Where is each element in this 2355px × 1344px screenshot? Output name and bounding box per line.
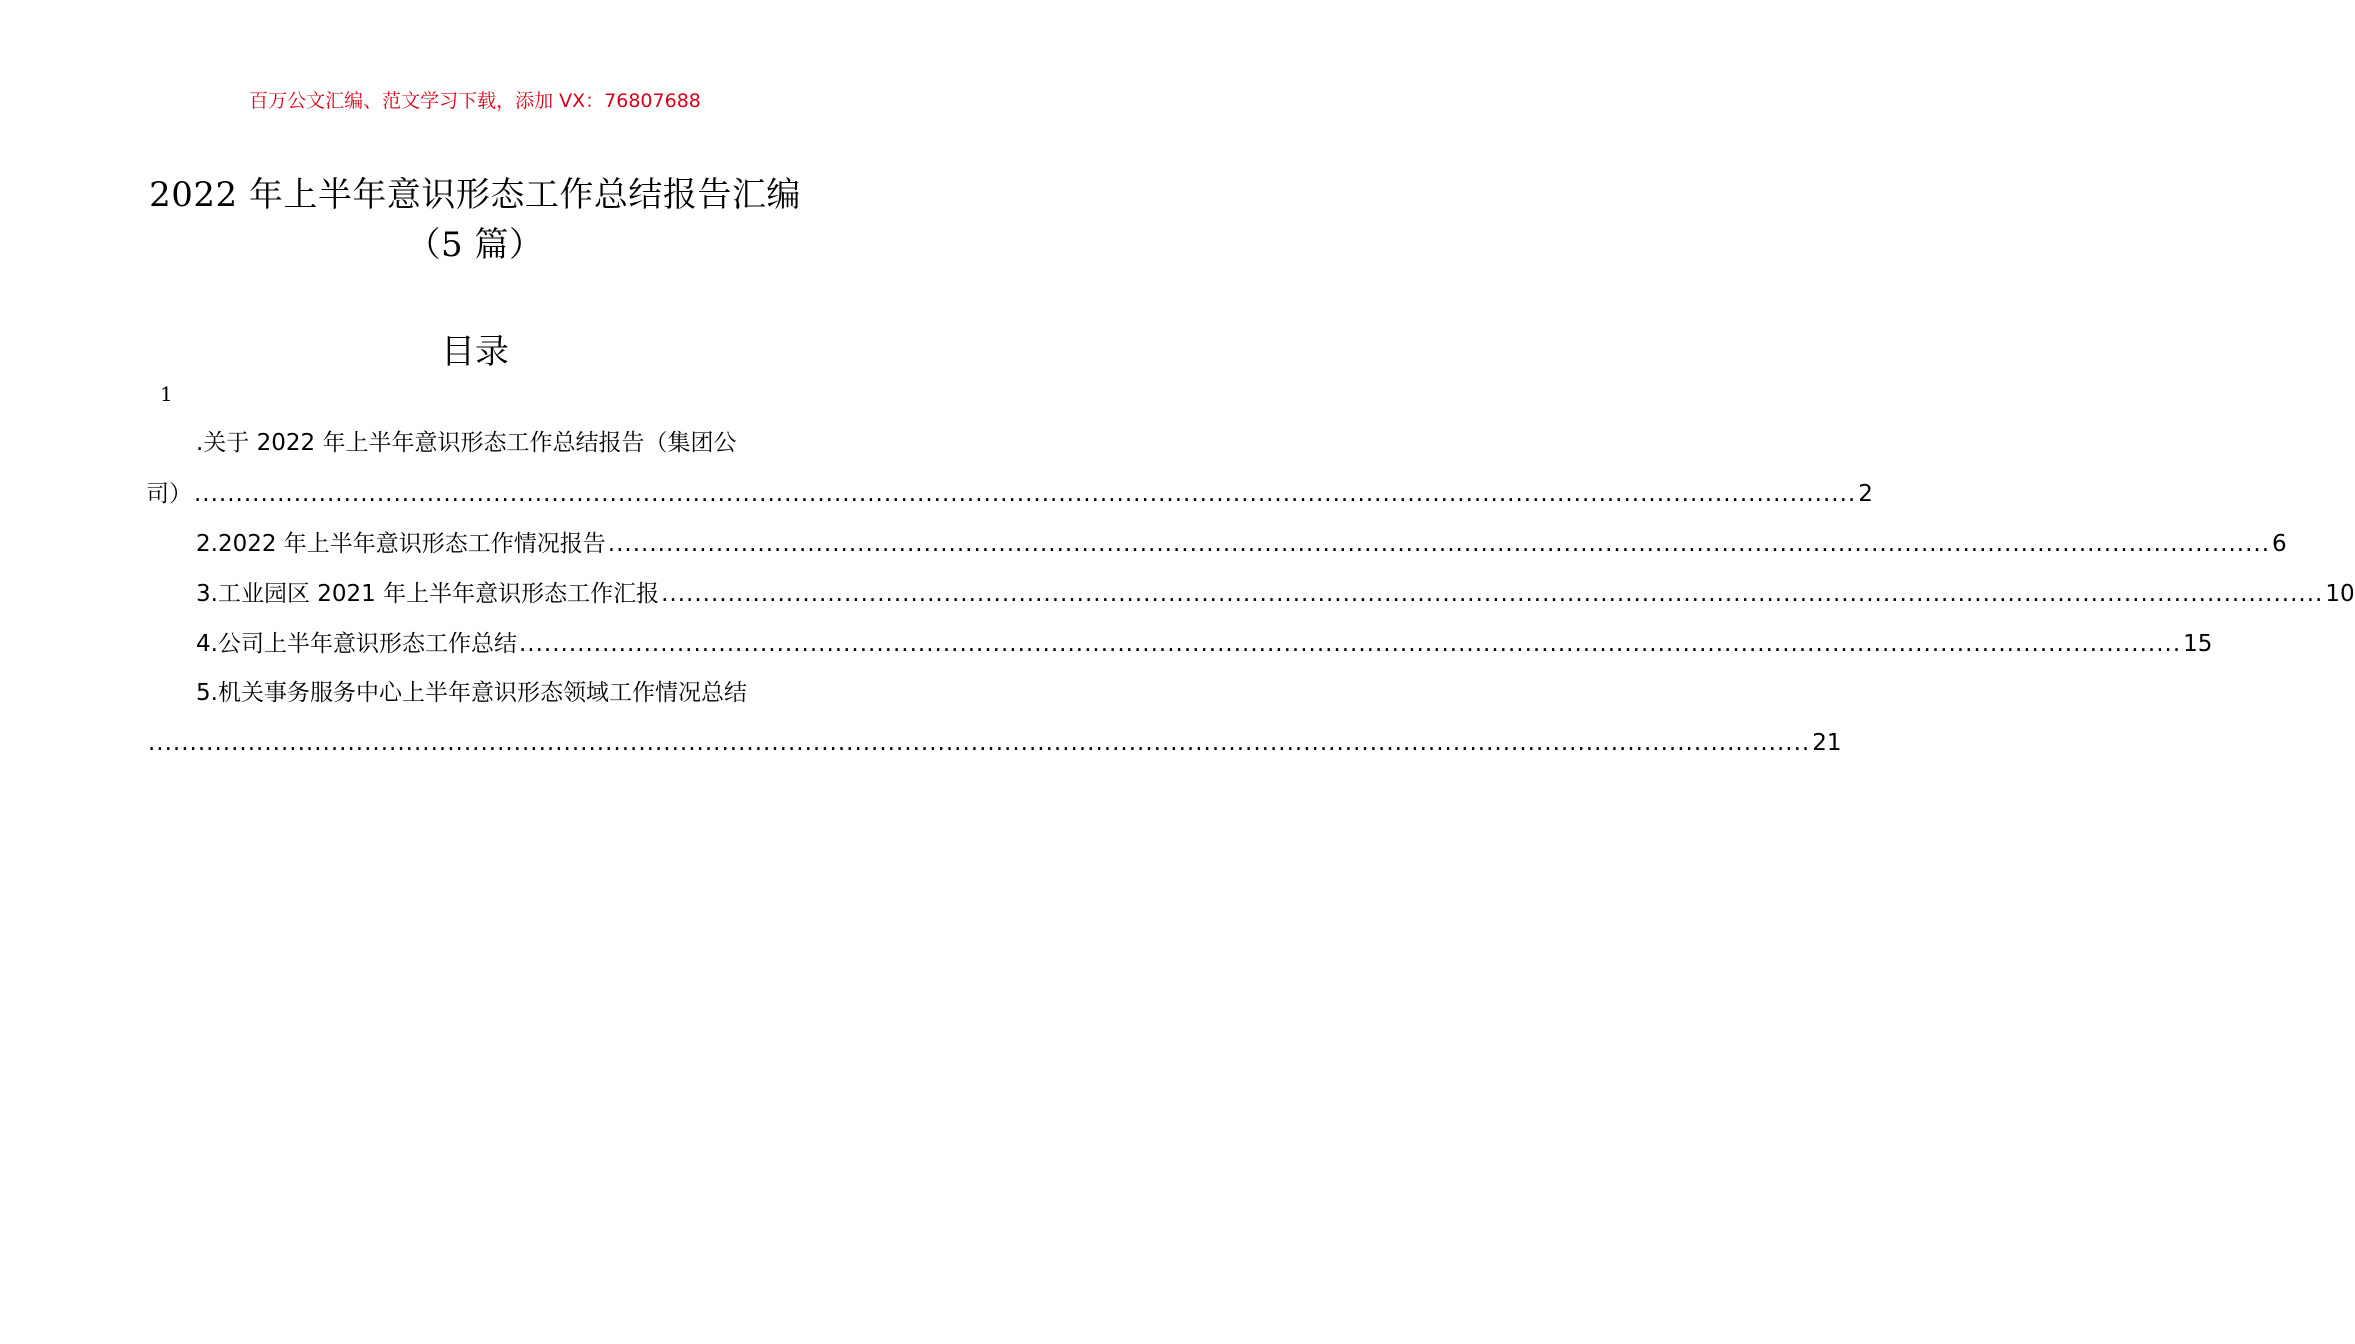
toc-entry-text: 2.2022 年上半年意识形态工作情况报告: [196, 531, 606, 557]
toc-leader-dots: ........................................................................................................................................................................................................: [661, 581, 2324, 607]
toc-entry-page: 6: [2272, 531, 2287, 557]
toc-entry-1-line1[interactable]: [196, 426, 808, 460]
toc-leader-dots: ........................................................................................................................................................................................................: [518, 631, 2182, 657]
toc-entry-3[interactable]: [196, 577, 2355, 611]
document-title: [120, 170, 830, 270]
toc-entry-text: 4.公司上半年意识形态工作总结: [196, 631, 517, 657]
toc-leader-dots: ........................................................................................................................................................................................................: [148, 730, 1811, 756]
toc-entry-text: .关于 2022 年上半年意识形态工作总结报告（集团公: [196, 430, 737, 456]
toc-entry-page: 21: [1812, 730, 1842, 756]
toc-entry-4[interactable]: [196, 627, 2213, 661]
toc-entry-text: 5.机关事务服务中心上半年意识形态领域工作情况总结: [196, 680, 747, 706]
document-title-line2: （5 篇）: [406, 225, 544, 265]
document-title-line1: 2022 年上半年意识形态工作总结报告汇编: [149, 175, 801, 215]
toc-heading: 目录: [441, 332, 509, 372]
toc-leader-dots: ........................................................................................................................................................................................................: [607, 531, 2271, 557]
toc-entry-continuation: 司）: [146, 481, 192, 507]
toc-entry-page: 2: [1858, 481, 1873, 507]
toc-leader-dots: ........................................................................................................................................................................................................: [194, 481, 1857, 507]
header-note: 百万公文汇编、范文学习下载，添加 VX：76807688: [249, 90, 701, 112]
toc-entry-text: 3.工业园区 2021 年上半年意识形态工作汇报: [196, 581, 660, 607]
toc-entry-page: 15: [2183, 631, 2213, 657]
toc-entry-2[interactable]: [196, 527, 2287, 561]
toc-entry-5-line2[interactable]: [146, 726, 1842, 760]
toc-entry-5-line1[interactable]: [196, 676, 808, 710]
toc-entry-page: 10: [2325, 581, 2355, 607]
toc-entry-1-line2[interactable]: [146, 477, 1873, 511]
stray-page-marker: 1: [160, 382, 173, 406]
